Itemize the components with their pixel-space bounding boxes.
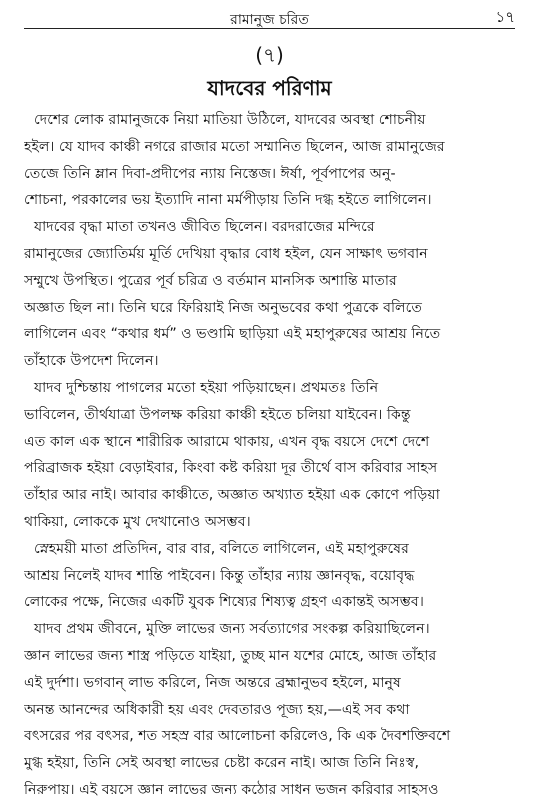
text-line: এত কাল এক স্থানে শারীরিক আরামে থাকায়, এখন বৃদ্ধ বয়সে দেশে দেশে	[24, 433, 430, 450]
text-line: বৎসরের পর বৎসর, শত সহস্র বার আলোচনা করিলেও, কি এক দৈবশক্তিবশে	[24, 728, 451, 745]
text-line: অজ্ঞাত ছিল না। তিনি ঘরে ফিরিয়াই নিজ অনুভবের কথা পুত্রকে বলিতে	[24, 299, 422, 316]
running-header	[24, 0, 515, 28]
text-line: জ্ঞান লাভের জন্য শাস্ত্র পড়িতে যাইয়া, তুচ্ছ মান যশের মোহে, আজ তাঁহার	[24, 647, 437, 664]
text-line: হইল। যে যাদব কাঞ্চী নগরে রাজার মতো সম্মানিত ছিলেন, আজ রামানুজের	[24, 138, 445, 155]
paragraph	[24, 536, 515, 616]
text-line: মুগ্ধ হইয়া, তিনি সেই অবস্থা লাভের চেষ্টা করেন নাই। আজ তিনি নিঃস্ব,	[24, 755, 419, 772]
text-line: তেজে তিনি ম্লান দিবা-প্রদীপের ন্যায় নিস্তেজ। ঈর্ষা, পূর্বপাপের অনু-	[24, 165, 396, 182]
body-text	[24, 107, 515, 804]
paragraph	[24, 375, 515, 536]
chapter-number: (৭)	[255, 43, 284, 67]
paragraph	[24, 616, 515, 804]
text-line: পরিব্রাজক হইয়া বেড়াইবার, কিংবা কষ্ট করিয়া দূর তীর্থে বাস করিবার সাহস	[24, 460, 438, 477]
running-title: রামানুজ চরিত	[230, 12, 309, 28]
text-line: রামানুজের জ্যোতির্ময় মূর্তি দেখিয়া বৃদ্ধার বোধ হইল, যেন সাক্ষাৎ ভগবান	[24, 245, 428, 262]
page-number: ১৭	[495, 8, 515, 26]
text-line: লোকের পক্ষে, নিজের একটি যুবক শিষ্যের শিষ্যত্ব গ্রহণ একান্তই অসম্ভব।	[24, 594, 424, 611]
text-line: যাদবের বৃদ্ধা মাতা তখনও জীবিত ছিলেন। বরদরাজের মন্দিরে	[34, 219, 375, 236]
text-line: লাগিলেন এবং “কথার ধর্ম” ও ভণ্ডামি ছাড়িয়া এই মহাপুরুষের আশ্রয় নিতে	[24, 326, 441, 343]
text-line: শোচনা, পরকালের ভয় ইত্যাদি নানা মর্মপীড়ায় তিনি দগ্ধ হইতে লাগিলেন।	[24, 192, 432, 209]
text-line: সম্মুখে উপস্থিত। পুত্রের পূর্ব চরিত্র ও বর্তমান মানসিক অশান্তি মাতার	[24, 272, 397, 289]
text-line: যাদব দুশ্চিন্তায় পাগলের মতো হইয়া পড়িয়াছেন। প্রথমতঃ তিনি	[34, 379, 379, 396]
text-line: স্নেহময়ী মাতা প্রতিদিন, বার বার, বলিতে লাগিলেন, এই মহাপুরুষের	[34, 540, 409, 557]
text-line: যাদব প্রথম জীবনে, মুক্তি লাভের জন্য সর্বত্যাগের সংকল্প করিয়াছিলেন।	[34, 621, 430, 638]
text-line: এই দুর্দশা। ভগবান্ লাভ করিলে, নিজ অন্তরে ব্রহ্মানুভব হইলে, মানুষ	[24, 674, 401, 691]
text-line: দেশের লোক রামানুজকে নিয়া মাতিয়া উঠিলে, যাদবের অবস্থা শোচনীয়	[34, 112, 426, 128]
text-line: নিরুপায়। এই বয়সে জ্ঞান লাভের জন্য কঠোর সাধন ভজন করিবার সাহসও	[24, 781, 439, 798]
text-line: ভাবিলেন, তীর্থযাত্রা উপলক্ষ করিয়া কাঞ্চী হইতে চলিয়া যাইবেন। কিন্তু	[24, 406, 411, 423]
paragraph	[24, 107, 515, 214]
text-line: আশ্রয় নিলেই যাদব শান্তি পাইবেন। কিন্তু তাঁহার ন্যায় জ্ঞানবৃদ্ধ, বয়োবৃদ্ধ	[24, 567, 415, 584]
paragraph	[24, 214, 515, 375]
text-line: তাঁহার আর নাই। আবার কাঞ্চীতে, অজ্ঞাত অখ্যাত হইয়া এক কোণে পড়িয়া	[24, 487, 440, 504]
chapter-title: যাদবের পরিণাম	[207, 76, 332, 100]
text-line: থাকিয়া, লোককে মুখ দেখানোও অসম্ভব।	[24, 513, 251, 530]
text-line: তাঁহাকে উপদেশ দিলেন।	[24, 353, 159, 370]
text-line: অনন্ত আনন্দের অধিকারী হয় এবং দেবতারও পূজ্য হয়,—এই সব কথা	[24, 701, 410, 718]
